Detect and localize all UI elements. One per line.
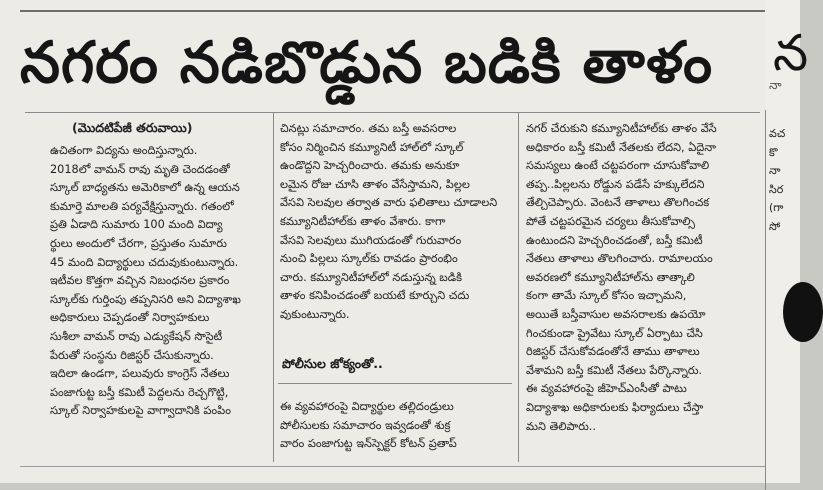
adjacent-subline-fragment: నా (769, 78, 782, 92)
text-line: అధికారం బస్తీ కమిటీ నేతలకు లేదని, ఏదైనా (526, 140, 716, 154)
adjacent-image-fragment (783, 282, 823, 342)
text-line: తప్ప..పిల్లలను రోడ్డున పడేసే హక్కులేదని (526, 177, 705, 191)
text-line: విద్యాశాఖ అధికారులకు ఫిర్యాదులు చేస్తా (526, 400, 704, 414)
text-line: కంగా తామే స్కూల్ కోసం ఇచ్చామని, (526, 289, 687, 303)
text-line: పోలీసులకు సమాచారం ఇవ్వడంతో శుక్ర (280, 418, 451, 432)
article-column-2-top (280, 120, 512, 338)
text-line: ఈ వ్యవహారంపై విద్యార్థుల తల్లిదండ్రులు (280, 400, 454, 413)
text-line: ఉచితంగా విద్యను అందిస్తున్నారు. (50, 144, 198, 157)
text-line: పంజాగుట్ట బస్తీ కమిటీ పెద్దలను రెచ్చగొట్టి, (50, 385, 229, 399)
text-fragment: నా (769, 164, 781, 177)
text-line: కోసం నిర్మించిన కమ్యూనిటీ హాల్‌లో స్కూల్ (280, 140, 464, 154)
text-line: లమైన రోజు చూసి తాళం వేసేస్తామని, పిల్లల (280, 177, 470, 191)
text-line: నేతలు తాళాలు తొలగించారు. రామాలయం (526, 252, 713, 266)
top-rule (20, 0, 765, 12)
text-line: వుకుంటున్నారు. (280, 307, 350, 321)
text-line: స్కూల్‌కు గుర్తింపు తప్పనిసరి అని విద్యాశాఖ (50, 292, 241, 306)
text-line: ప్రతి ఏడాది సుమారు 100 మంది విద్యా (50, 218, 223, 232)
text-line: స్కూల్ బాధ్యతను అమెరికాలో ఉన్న ఆయన (50, 181, 240, 195)
text-line: అయితే బస్తీవాసుల అవసరాలకు ఉపయో (526, 307, 706, 321)
text-line: తాళం కనిపించడంతో బయటే కూర్చుని చదు (280, 289, 470, 303)
adjacent-article-edge (765, 0, 809, 483)
text-line: 2018లో వామన్ రావు మృతి చెందడంతో (50, 162, 230, 176)
text-line: నుంచి పిల్లలు స్కూల్‌కు రావడం ప్రారంభిం (280, 252, 458, 266)
text-line: సమస్యలు ఉంటే చట్టపరంగా చూసుకోవాలి (526, 159, 710, 173)
subheading-rule (278, 383, 512, 384)
text-line: ఈ వ్యవహారంపై జీహెచ్‌ఎంసీతో పాటు (526, 382, 687, 396)
text-line: సుశీలా వామన్ రావు ఎడ్యుకేషన్ సొసైటీ (50, 329, 223, 343)
adjacent-text-fragments (769, 125, 785, 236)
text-line: మని తెలిపారు.. (526, 419, 596, 433)
column-divider (518, 112, 519, 462)
text-fragment: (గా (769, 201, 784, 214)
article-column-3 (526, 120, 762, 460)
headline-rule (25, 112, 760, 113)
text-line: 45 మంది విద్యార్థులు చదువుకుంటున్నారు. (50, 255, 239, 269)
column-divider (765, 110, 766, 490)
headline: నగరం నడిబొడ్డున బడికి తాళం (20, 30, 714, 96)
text-fragment: సో (769, 219, 781, 233)
text-line: గించకుండా ప్రైవేటు స్కూల్ ఏర్పాటు చేసి (526, 326, 703, 340)
text-line: రిజిస్టర్ చేసుకోవడంతోనే తాము తాళాలు (526, 345, 700, 359)
text-line: ఉంటుందని హెచ్చరించడంతో, బస్తీ కమిటీ (526, 233, 703, 247)
text-fragment: వచ (769, 127, 786, 140)
text-line: ఇటీవల కొత్తగా వచ్చిన నిబంధనల ప్రకారం (50, 274, 230, 288)
text-line: వేసవి సెలవులు ముగియడంతో గురువారం (280, 233, 462, 247)
text-line: కమ్యూనిటీహాల్‌కు తాళం వేశారు. కాగా (280, 214, 446, 228)
text-line: వేసవి సెలవుల తర్వాత వారు ఫలితాలు చూడాలని (280, 196, 498, 210)
text-line: పేరుతో సంస్థను రిజిస్టర్ చేసుకున్నారు. (50, 348, 214, 362)
column-divider (273, 112, 274, 462)
bottom-rule (20, 466, 765, 483)
text-line: నగర్ చేరుకుని కమ్యూనిటీహాల్‌కు తాళం వేసే (526, 122, 717, 135)
text-line: కుమార్తె మాలతి పర్యవేక్షిస్తున్నారు. గతంలో (50, 199, 234, 213)
text-line: ఉండొద్దని హెచ్చరించారు. తమకు అనుకూ (280, 159, 460, 173)
article-column-2-bottom (280, 398, 512, 458)
text-fragment: సిర (769, 182, 784, 196)
text-line: చారు. కమ్యూనిటీహాల్‌లో నడుస్తున్న బడికి (280, 270, 463, 284)
text-line: స్కూల్ నిర్వాహకులపై వాగ్వాదానికి పంపిం (50, 404, 231, 418)
text-line: అధికారులు చెప్పడంతో నిర్వాహకులు (50, 311, 210, 325)
text-line: తేల్చిచెప్పారు. వెంటనే తాళాలు తొలగించక (526, 196, 710, 210)
text-fragment: కొ (769, 145, 778, 159)
continued-label: (మొదటిపేజీ తరువాయి) (72, 120, 193, 135)
subheading: పోలీసుల జోక్యంతో.. (282, 356, 383, 371)
adjacent-headline-fragment: న (773, 24, 809, 82)
text-line: వారం పంజాగుట్ట ఇన్‌స్పెక్టర్ కోటన్ ప్రతాప్ (280, 437, 457, 451)
text-line: ర్థులు అందులో చేరగా, ప్రస్తుతం సుమారు (50, 236, 227, 250)
text-line: పోతే చట్టపరమైన చర్యలు తీసుకోవాల్సి (526, 214, 696, 228)
text-line: చినట్లు సమాచారం. తమ బస్తీ అవసరాల (280, 122, 457, 135)
article-column-1 (50, 142, 268, 454)
text-line: అవరణలో కమ్యూనిటీహాల్‌ను తాత్కాలి (526, 270, 695, 284)
text-line: ఇదిలా ఉండగా, పలువురు కాంగ్రెస్ నేతలు (50, 367, 230, 381)
text-line: వేశామని బస్తీ కమిటీ నేతలు పేర్కొన్నారు. (526, 363, 703, 377)
